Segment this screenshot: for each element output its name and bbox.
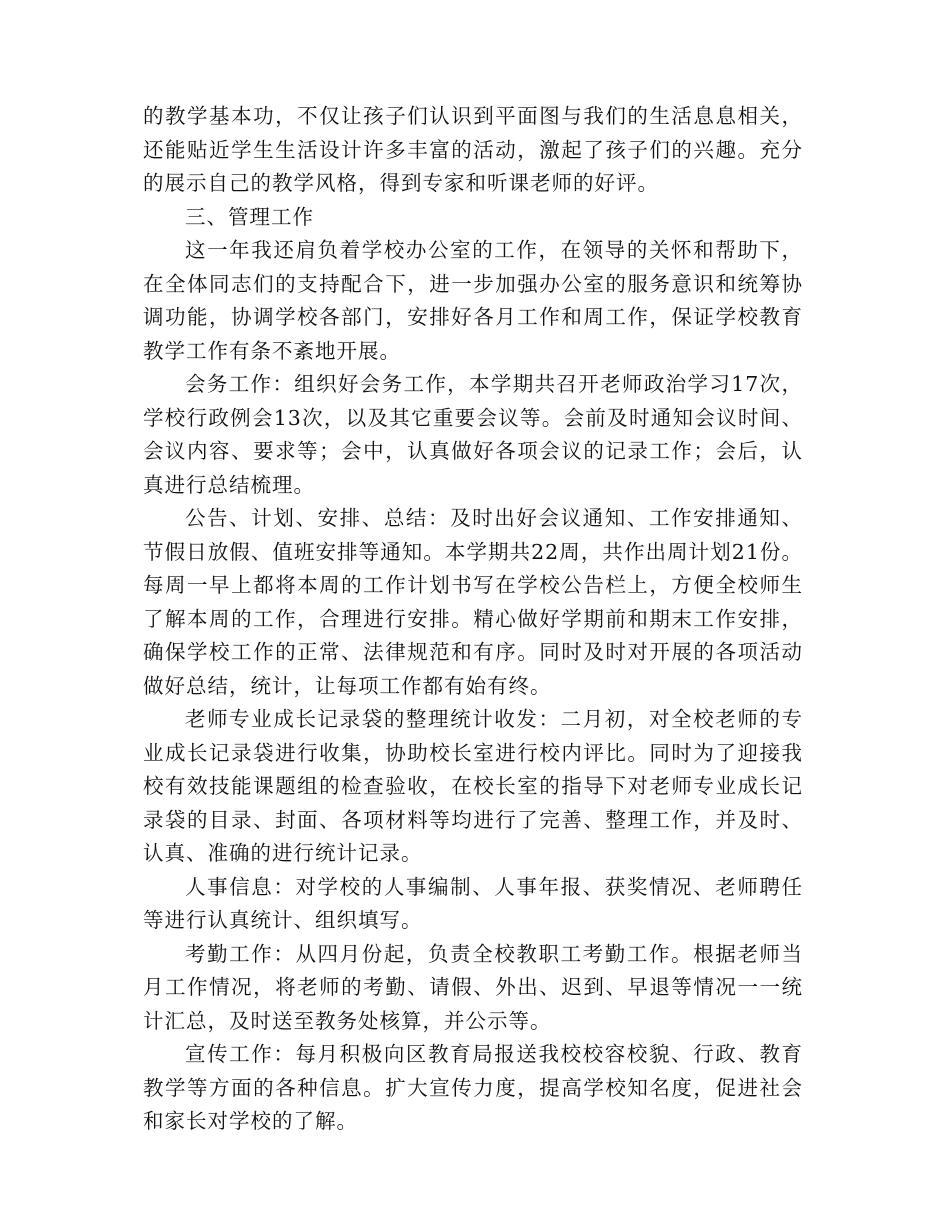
document-page xyxy=(143,100,803,1139)
paragraph-publicity: 宣传工作：每月积极向区教育局报送我校校容校貌、行政、教育教学等方面的各种信息。扩大宣传力度，提高学校知名度，促进社会和家长对学校的了解。 xyxy=(143,1042,803,1133)
paragraph-notices-plans: 公告、计划、安排、总结：及时出好会议通知、工作安排通知、节假日放假、值班安排等通知。本学期共22周，共作出周计划21份。每周一早上都将本周的工作计划书写在学校公告栏上，方便全校师生了解本周的工作，合理进行安排。精心做好学期前和期末工作安排，确保学校工作的正常、法律规范和有序。同时及时对开展的各项活动做好总结，统计，让每项工作都有始有终。 xyxy=(143,506,803,698)
paragraph-continued: 的教学基本功，不仅让孩子们认识到平面图与我们的生活息息相关，还能贴近学生生活设计许多丰富的活动，激起了孩子们的兴趣。充分的展示自己的教学风格，得到专家和听课老师的好评。 xyxy=(143,104,803,195)
section-heading-management: 三、管理工作 xyxy=(185,204,314,229)
paragraph-meeting-work: 会务工作：组织好会务工作，本学期共召开老师政治学习17次，学校行政例会13次，以及其它重要会议等。会前及时通知会议时间、会议内容、要求等；会中，认真做好各项会议的记录工作；会后，认真进行总结梳理。 xyxy=(143,372,803,497)
paragraph-office-work: 这一年我还肩负着学校办公室的工作，在领导的关怀和帮助下，在全体同志们的支持配合下，进一步加强办公室的服务意识和统筹协调功能，协调学校各部门，安排好各月工作和周工作，保证学校教育教学工作有条不紊地开展。 xyxy=(143,238,803,363)
paragraph-teacher-records: 老师专业成长记录袋的整理统计收发：二月初，对全校老师的专业成长记录袋进行收集，协助校长室进行校内评比。同时为了迎接我校有效技能课题组的检查验收，在校长室的指导下对老师专业成长记录袋的目录、封面、各项材料等均进行了完善、整理工作，并及时、认真、准确的进行统计记录。 xyxy=(143,707,803,865)
paragraph-personnel-info: 人事信息：对学校的人事编制、人事年报、获奖情况、老师聘任等进行认真统计、组织填写。 xyxy=(143,874,803,932)
paragraph-attendance: 考勤工作：从四月份起，负责全校教职工考勤工作。根据老师当月工作情况，将老师的考勤、请假、外出、迟到、早退等情况一一统计汇总，及时送至教务处核算，并公示等。 xyxy=(143,941,803,1033)
